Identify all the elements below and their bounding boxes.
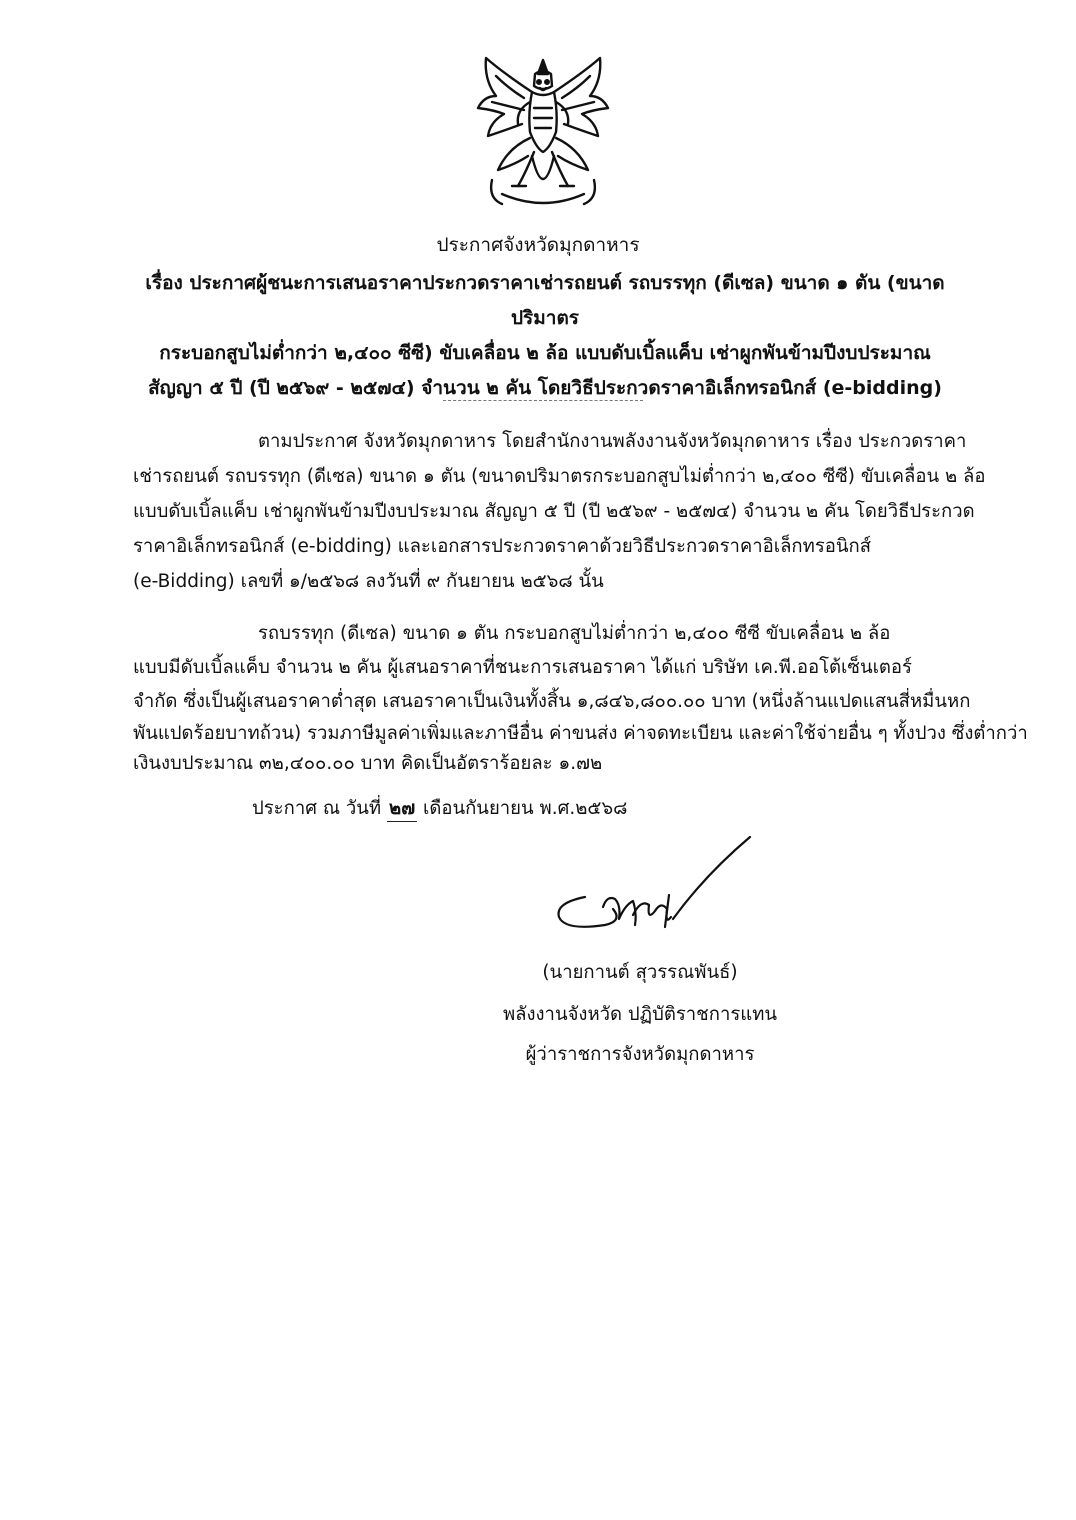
body-line: เงินงบประมาณ ๓๒,๔๐๐.๐๐ บาท คิดเป็นอัตราร้อยละ ๑.๗๒: [133, 753, 603, 774]
document-subject: [120, 266, 970, 406]
body-line: รถบรรทุก (ดีเซล) ขนาด ๑ ตัน กระบอกสูบไม่ต่ำกว่า ๒,๔๐๐ ซีซี ขับเคลื่อน ๒ ล้อ: [258, 623, 891, 644]
section-divider: [443, 400, 643, 401]
body-line: (e-Bidding) เลขที่ ๑/๒๕๖๘ ลงวันที่ ๙ กันยายน ๒๕๖๘ นั้น: [133, 571, 604, 592]
subject-line: เรื่อง ประกาศผู้ชนะการเสนอราคาประกวดราคาเช่ารถยนต์ รถบรรทุก (ดีเซล) ขนาด ๑ ตัน (ขนาดปริมาตร: [145, 272, 945, 329]
signer-position: พลังงานจังหวัด ปฏิบัติราชการแทน: [502, 1004, 778, 1025]
garuda-emblem-icon: [472, 52, 614, 212]
date-prefix: ประกาศ ณ วันที่: [252, 798, 382, 819]
date-day: ๒๗: [387, 797, 417, 822]
subject-line: สัญญา ๕ ปี (ปี ๒๕๖๙ - ๒๕๗๔) จำนวน ๒ คัน โดยวิธีประกวดราคาอิเล็กทรอนิกส์ (e-bidding): [148, 377, 942, 399]
date-suffix: เดือนกันยายน พ.ศ.๒๕๖๘: [423, 798, 628, 819]
body-line: แบบดับเบิ้ลแค็บ เช่าผูกพันข้ามปีงบประมาณ สัญญา ๕ ปี (ปี ๒๕๖๙ - ๒๕๗๔) จำนวน ๒ คัน โดยวิธีประกวด: [133, 501, 975, 522]
body-line: พันแปดร้อยบาทถ้วน) รวมภาษีมูลค่าเพิ่มและภาษีอื่น ค่าขนส่ง ค่าจดทะเบียน และค่าใช้จ่ายอื่น ๆ ทั้งปวง ซึ่งต่ำกว่า: [133, 723, 1028, 744]
body-line: ตามประกาศ จังหวัดมุกดาหาร โดยสำนักงานพลังงานจังหวัดมุกดาหาร เรื่อง ประกวดราคา: [258, 431, 967, 452]
signer-name: (นายกานต์ สุวรรณพันธ์): [542, 962, 738, 983]
subject-line: กระบอกสูบไม่ต่ำกว่า ๒,๔๐๐ ซีซี) ขับเคลื่อน ๒ ล้อ แบบดับเบิ้ลแค็บ เช่าผูกพันข้ามปีงบประมาณ: [159, 342, 931, 364]
handwritten-signature-icon: [545, 835, 755, 945]
document-authority: ประกาศจังหวัดมุกดาหาร: [436, 234, 640, 256]
signer-office: ผู้ว่าราชการจังหวัดมุกดาหาร: [525, 1044, 755, 1065]
body-line: ราคาอิเล็กทรอนิกส์ (e-bidding) และเอกสารประกวดราคาด้วยวิธีประกวดราคาอิเล็กทรอนิกส์: [133, 536, 872, 557]
body-line: จำกัด ซึ่งเป็นผู้เสนอราคาต่ำสุด เสนอราคาเป็นเงินทั้งสิ้น ๑,๘๔๖,๘๐๐.๐๐ บาท (หนึ่งล้านแปดแสนสี่หมื่นหก: [133, 691, 971, 712]
body-line: เช่ารถยนต์ รถบรรทุก (ดีเซล) ขนาด ๑ ตัน (ขนาดปริมาตรกระบอกสูบไม่ต่ำกว่า ๒,๔๐๐ ซีซี) ขับเคลื่อน ๒ ล้อ: [133, 466, 986, 487]
announcement-date: [252, 797, 627, 822]
body-line: แบบมีดับเบิ้ลแค็บ จำนวน ๒ คัน ผู้เสนอราคาที่ชนะการเสนอราคา ได้แก่ บริษัท เค.พี.ออโต้เซ็นเตอร์: [133, 657, 912, 678]
